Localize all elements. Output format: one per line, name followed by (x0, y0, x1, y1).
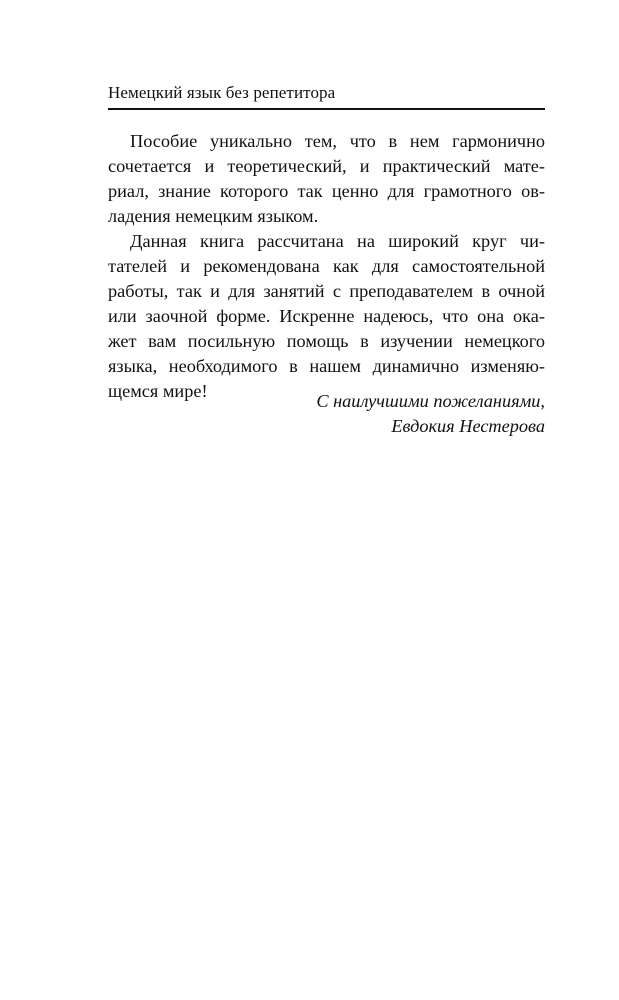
text-line: ладения немецким языком. (108, 206, 319, 226)
paragraph-2 (108, 229, 545, 404)
text-line: Пособие уникально тем, что в нем гармонично (130, 131, 545, 151)
signature-author: Евдокия Нестерова (391, 416, 545, 436)
text-line: тателей и рекомендована как для самостоятельной (108, 256, 545, 276)
signature (108, 389, 545, 439)
text-line: работы, так и для занятий с преподавателем в очной (108, 281, 545, 301)
running-title: Немецкий язык без репетитора (108, 83, 336, 102)
text-line: риал, знание которого так ценно для грамотного ов- (108, 181, 545, 201)
text-line: языка, необходимого в нашем динамично изменяю- (108, 356, 545, 376)
text-line: жет вам посильную помощь в изучении немецкого (108, 331, 545, 351)
paragraph-1 (108, 129, 545, 229)
text-line: щемся мире! (108, 381, 208, 401)
signature-greeting: С наилучшими пожеланиями, (316, 391, 545, 411)
text-line: или заочной форме. Искренне надеюсь, что она ока- (108, 306, 545, 326)
text-line: сочетается и теоретический, и практический мате- (108, 156, 545, 176)
body-text (108, 129, 545, 404)
text-line: Данная книга рассчитана на широкий круг чи- (130, 231, 545, 251)
running-header (108, 82, 545, 110)
